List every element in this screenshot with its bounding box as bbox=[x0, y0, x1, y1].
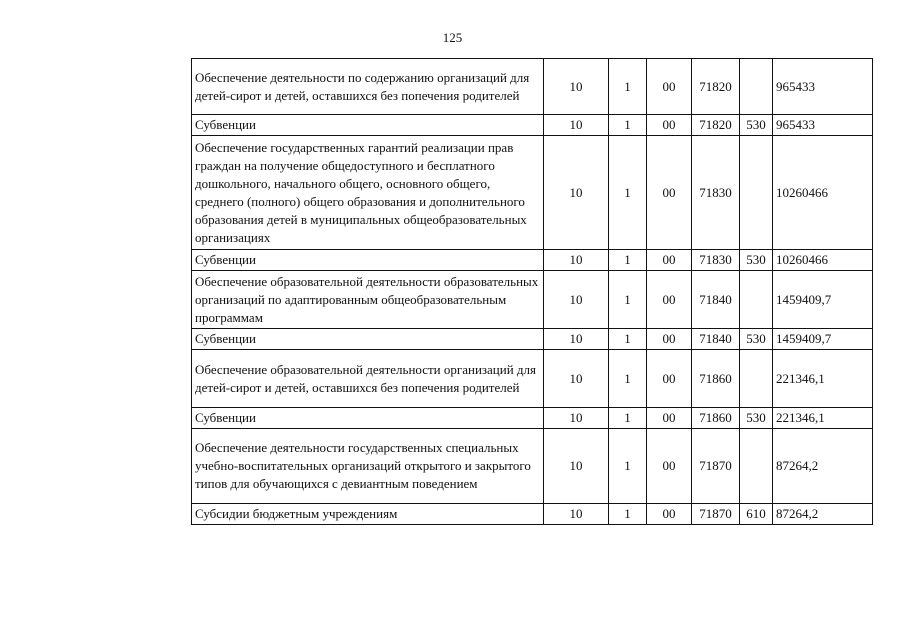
target-article-cell: 71820 bbox=[692, 59, 740, 115]
section-code-cell: 10 bbox=[544, 504, 609, 525]
row-name-cell: Субвенции bbox=[192, 115, 544, 136]
subsection-code-cell: 1 bbox=[609, 59, 647, 115]
subsection-code-cell: 1 bbox=[609, 329, 647, 350]
table-row bbox=[192, 350, 873, 408]
expense-type-cell bbox=[740, 136, 773, 250]
program-code-cell: 00 bbox=[647, 250, 692, 271]
expense-type-cell: 530 bbox=[740, 250, 773, 271]
target-article-cell: 71860 bbox=[692, 350, 740, 408]
expense-type-cell bbox=[740, 350, 773, 408]
subsection-code-cell: 1 bbox=[609, 115, 647, 136]
program-code-cell: 00 bbox=[647, 115, 692, 136]
program-code-cell: 00 bbox=[647, 504, 692, 525]
expense-type-cell bbox=[740, 59, 773, 115]
subsection-code-cell: 1 bbox=[609, 408, 647, 429]
subsection-code-cell: 1 bbox=[609, 271, 647, 329]
budget-table bbox=[191, 58, 873, 525]
table-row bbox=[192, 271, 873, 329]
row-name-cell: Обеспечение образовательной деятельности организаций для детей-сирот и детей, оставшихся без попечения родителей bbox=[192, 350, 544, 408]
expense-type-cell bbox=[740, 271, 773, 329]
expense-type-cell bbox=[740, 429, 773, 504]
subsection-code-cell: 1 bbox=[609, 136, 647, 250]
amount-cell: 1459409,7 bbox=[773, 329, 873, 350]
amount-cell: 965433 bbox=[773, 59, 873, 115]
subsection-code-cell: 1 bbox=[609, 250, 647, 271]
table-row bbox=[192, 429, 873, 504]
target-article-cell: 71840 bbox=[692, 271, 740, 329]
section-code-cell: 10 bbox=[544, 329, 609, 350]
expense-type-cell: 530 bbox=[740, 329, 773, 350]
amount-cell: 965433 bbox=[773, 115, 873, 136]
section-code-cell: 10 bbox=[544, 250, 609, 271]
target-article-cell: 71840 bbox=[692, 329, 740, 350]
subsection-code-cell: 1 bbox=[609, 350, 647, 408]
table-row bbox=[192, 136, 873, 250]
row-name-cell: Субвенции bbox=[192, 329, 544, 350]
amount-cell: 10260466 bbox=[773, 136, 873, 250]
program-code-cell: 00 bbox=[647, 136, 692, 250]
page-number: 125 bbox=[442, 30, 463, 45]
target-article-cell: 71860 bbox=[692, 408, 740, 429]
row-name-cell: Обеспечение деятельности государственных специальных учебно-воспитательных организаций открытого и закрытого типов для обучающихся с девиантным поведением bbox=[192, 429, 544, 504]
target-article-cell: 71820 bbox=[692, 115, 740, 136]
amount-cell: 10260466 bbox=[773, 250, 873, 271]
target-article-cell: 71870 bbox=[692, 504, 740, 525]
table-row-subitem bbox=[192, 504, 873, 525]
table-row-subitem bbox=[192, 115, 873, 136]
subsection-code-cell: 1 bbox=[609, 429, 647, 504]
table-row-subitem bbox=[192, 250, 873, 271]
program-code-cell: 00 bbox=[647, 329, 692, 350]
target-article-cell: 71830 bbox=[692, 136, 740, 250]
table-row bbox=[192, 59, 873, 115]
section-code-cell: 10 bbox=[544, 115, 609, 136]
program-code-cell: 00 bbox=[647, 271, 692, 329]
subsection-code-cell: 1 bbox=[609, 504, 647, 525]
amount-cell: 87264,2 bbox=[773, 504, 873, 525]
amount-cell: 1459409,7 bbox=[773, 271, 873, 329]
program-code-cell: 00 bbox=[647, 408, 692, 429]
expense-type-cell: 610 bbox=[740, 504, 773, 525]
section-code-cell: 10 bbox=[544, 136, 609, 250]
budget-table-body bbox=[192, 59, 873, 525]
program-code-cell: 00 bbox=[647, 350, 692, 408]
amount-cell: 221346,1 bbox=[773, 408, 873, 429]
expense-type-cell: 530 bbox=[740, 115, 773, 136]
section-code-cell: 10 bbox=[544, 408, 609, 429]
table-row-subitem bbox=[192, 408, 873, 429]
row-name-cell: Субвенции bbox=[192, 250, 544, 271]
section-code-cell: 10 bbox=[544, 271, 609, 329]
expense-type-cell: 530 bbox=[740, 408, 773, 429]
table-row-subitem bbox=[192, 329, 873, 350]
program-code-cell: 00 bbox=[647, 429, 692, 504]
amount-cell: 87264,2 bbox=[773, 429, 873, 504]
row-name-cell: Обеспечение образовательной деятельности образовательных организаций по адаптированным общеобразовательным программам bbox=[192, 271, 544, 329]
section-code-cell: 10 bbox=[544, 429, 609, 504]
target-article-cell: 71830 bbox=[692, 250, 740, 271]
row-name-cell: Субвенции bbox=[192, 408, 544, 429]
amount-cell: 221346,1 bbox=[773, 350, 873, 408]
row-name-cell: Обеспечение государственных гарантий реализации прав граждан на получение общедоступного и бесплатного дошкольного, начального общего, основного общего, среднего (полного) общего образования и дополнительного образования детей в муниципальных общеобразовательных организациях bbox=[192, 136, 544, 250]
target-article-cell: 71870 bbox=[692, 429, 740, 504]
program-code-cell: 00 bbox=[647, 59, 692, 115]
row-name-cell: Обеспечение деятельности по содержанию организаций для детей-сирот и детей, оставшихся без попечения родителей bbox=[192, 59, 544, 115]
row-name-cell: Субсидии бюджетным учреждениям bbox=[192, 504, 544, 525]
section-code-cell: 10 bbox=[544, 59, 609, 115]
section-code-cell: 10 bbox=[544, 350, 609, 408]
